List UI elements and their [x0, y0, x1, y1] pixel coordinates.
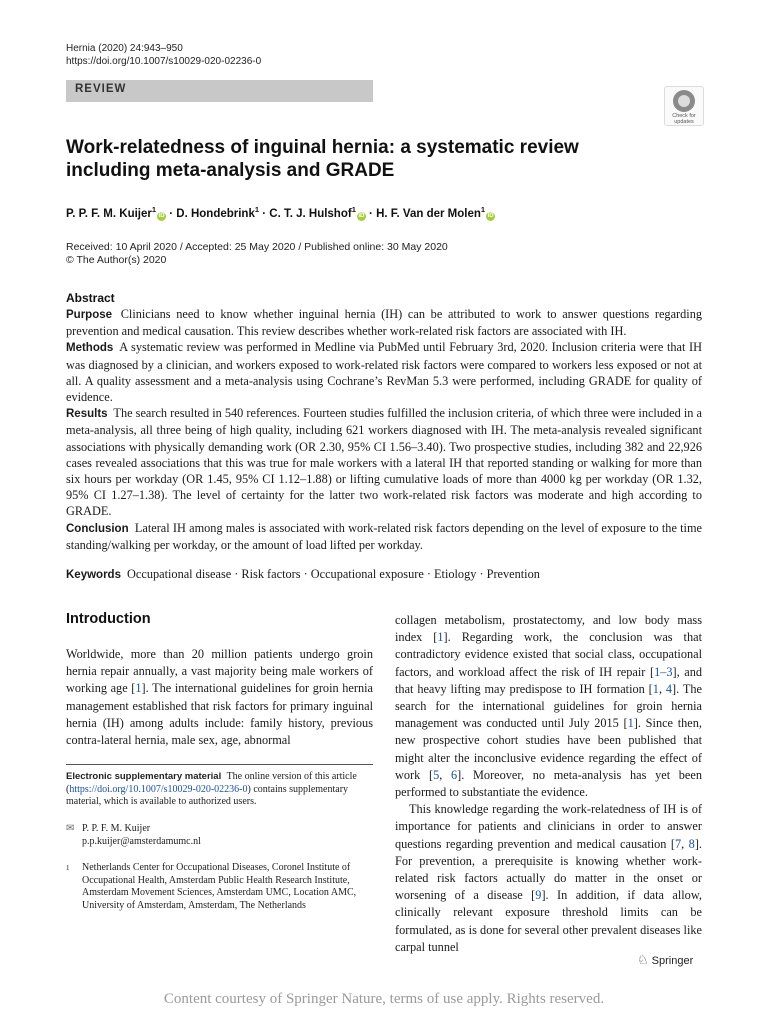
abstract-section-text: The search resulted in 540 references. Fourteen studies fulfilled the inclusion criteria, of which three were included in a meta-analysis, all three being of high quality, including 621 workers diagnosed with IH. The meta-analysis revealed significant associations with physically demanding work (OR 2.30, 95% CI 1.56–3.40). Two prospective studies, including 382 and 22,926 cases revealed associations that this was true for male workers with a lateral IH that reported standing or walking for more than six hours per workday (OR 1.45, 95% CI 1.12–1.88) or lifting cumulative loads of more than 4000 kg per workday (OR 1.32, 95% CI 1.27–1.38). The level of certainty for the latter two work-related risk factors was moderate and high according to GRADE.	[66, 406, 702, 519]
publisher-name: Springer	[651, 955, 694, 967]
intro-paragraph	[395, 612, 702, 801]
introduction-heading: Introduction	[66, 611, 151, 627]
paragraph-text: ,	[439, 767, 451, 782]
check-updates-icon	[673, 90, 695, 112]
author-list	[66, 202, 495, 222]
paragraph-text: ]. Since then, new prospective cohort studies have been published that might alter the inconclusive evidence regarding the effect of work [	[395, 716, 702, 782]
keywords-text: Occupational disease · Risk factors · Occupational exposure · Etiology · Prevention	[127, 567, 540, 581]
author-separator: ·	[166, 207, 177, 220]
author-separator: ·	[259, 207, 270, 220]
footnote-divider	[66, 764, 373, 765]
paragraph-text: ]. The search for the international guidelines for groin hernia management was conducted until July 2015 [	[395, 681, 702, 731]
publisher-mark	[637, 952, 693, 968]
intro-left-column	[66, 646, 373, 749]
citation-link[interactable]: 1	[437, 630, 444, 645]
abstract-section-text: Clinicians need to know whether inguinal hernia (IH) can be attributed to work to answer questions regarding prevention and medical causation. This review describes whether work-related risk factors are associated with IH.	[66, 307, 702, 339]
author-name: H. F. Van der Molen	[376, 207, 481, 220]
esm-label: Electronic supplementary material	[66, 771, 222, 782]
abstract-section	[66, 306, 702, 339]
contact-email[interactable]: p.p.kuijer@amsterdamumc.nl	[82, 835, 201, 847]
citation-link[interactable]: 7	[675, 836, 682, 851]
citation-link[interactable]: 1	[652, 681, 659, 696]
check-updates-label: Check for updates	[672, 113, 696, 125]
abstract-section-label: Methods	[66, 342, 114, 355]
courtesy-notice: Content courtesy of Springer Nature, terms of use apply. Rights reserved.	[163, 991, 605, 1007]
section-label: REVIEW	[75, 83, 127, 95]
paragraph-text: ]. Moreover, no meta-analysis has yet been performed to substantiate the evidence.	[395, 767, 702, 800]
citation-link[interactable]: 1	[135, 681, 142, 696]
paragraph-text: ]. Regarding work, the conclusion was that contradictory evidence existed that social class, occupational factors, and workload affect the risk of IH repair [	[395, 630, 702, 679]
author-separator: ·	[365, 207, 377, 220]
esm-link[interactable]: https://doi.org/10.1007/s10029-020-02236-0	[69, 783, 248, 795]
abstract-section-label: Purpose	[66, 309, 113, 321]
contact-name: P. P. F. M. Kuijer	[82, 823, 151, 834]
affiliation	[66, 862, 366, 912]
springer-horse-icon: ♘	[637, 952, 649, 967]
copyright-line: © The Author(s) 2020	[66, 254, 167, 266]
keywords	[66, 566, 702, 583]
citation-link[interactable]: 4	[665, 681, 673, 696]
affiliation-number: 1	[66, 864, 70, 872]
abstract-section-label: Results	[66, 408, 108, 421]
citation-link[interactable]: 8	[688, 836, 695, 851]
author-name: C. T. J. Hulshof	[269, 207, 352, 220]
abstract-section-text: Lateral IH among males is associated with work-related risk factors depending on the level of exposure to the time standing/walking per workday, or the amount of load lifted per workday.	[66, 520, 702, 552]
abstract-section-label: Conclusion	[66, 522, 129, 535]
abstract-section	[66, 405, 702, 519]
dates-line: Received: 10 April 2020 / Accepted: 25 May 2020 / Published online: 30 May 2020	[66, 241, 448, 253]
orcid-icon[interactable]: iD	[158, 212, 165, 219]
paragraph-text: ,	[658, 681, 666, 696]
doi-line[interactable]: https://doi.org/10.1007/s10029-020-02236-0	[66, 56, 262, 67]
paragraph-text: ,	[681, 836, 689, 851]
paragraph-text: ]. The international guidelines for groin hernia management established that risk factors for primary inguinal hernia (IH) among adults include: family history, previous contra-lateral hernia, male sex, age, abnormal	[66, 681, 373, 748]
abstract-section	[66, 339, 702, 405]
orcid-icon[interactable]: iD	[358, 212, 365, 219]
keywords-label: Keywords	[66, 569, 121, 581]
paragraph-text: This knowledge regarding the work-relatedness of IH is of importance for patients and clinicians in order to answer questions regarding prevention and medical causation [	[395, 802, 702, 851]
citation-link[interactable]: 5	[433, 767, 440, 782]
orcid-icon[interactable]: iD	[487, 212, 494, 219]
intro-paragraph	[395, 801, 702, 956]
author-affiliation-mark: 1	[254, 205, 260, 214]
citation-link[interactable]: 9	[535, 888, 542, 903]
check-for-updates-badge[interactable]	[664, 86, 704, 126]
intro-paragraph	[66, 646, 373, 749]
paragraph-text: Worldwide, more than 20 million patients undergo groin hernia repair annually, a vast majority being male workers of working age [	[66, 647, 373, 696]
author-name: D. Hondebrink	[176, 207, 255, 220]
affiliation-text: Netherlands Center for Occupational Diseases, Coronel Institute of Occupational Health, Amsterdam Public Health Research Institute, Amsterdam Movement Sciences, Amsterdam UMC, Location AMC, University of Amsterdam, Amsterdam, The Netherlands	[82, 862, 357, 911]
author-affiliation-mark: 1	[351, 205, 356, 214]
corresponding-author	[66, 823, 366, 848]
paragraph-text: ]. In addition, if data allow, clinically relevant exposure threshold limits can be formulated, as is done for several other prevalent diseases like carpal tunnel	[395, 888, 702, 954]
esm-text: ) contains supplementary material, which is available to authorized users.	[66, 783, 349, 808]
publication-dates	[66, 241, 448, 267]
journal-citation: Hernia (2020) 24:943–950	[66, 43, 183, 54]
citation-link[interactable]: 6	[450, 767, 458, 782]
paragraph-text: ], and that heavy lifting may predispose to IH formation [	[395, 664, 703, 696]
author-affiliation-mark: 1	[480, 205, 486, 214]
abstract-heading: Abstract	[66, 291, 115, 305]
envelope-icon: ✉	[66, 823, 75, 834]
paragraph-text: collagen metabolism, prostatectomy, and low body mass index [	[395, 613, 702, 645]
abstract-section	[66, 520, 702, 553]
abstract-section-text: A systematic review was performed in Medline via PubMed until February 3rd, 2020. Inclusion criteria were that IH was diagnosed by a clinician, and workers exposed to work-related risk factors were compared to workers less exposed or not at all. A quality assessment and a meta-analysis using Cochrane’s RevMan 5.3 were performed, including GRADE for quality of evidence.	[66, 340, 702, 405]
section-bar	[66, 80, 373, 102]
esm-footnote	[66, 771, 366, 809]
author-affiliation-mark: 1	[151, 205, 157, 214]
intro-right-column	[395, 612, 702, 956]
article-title: Work-relatedness of inguinal hernia: a systematic review including meta-analysis and GRADE	[66, 137, 579, 181]
citation-link[interactable]: 1	[627, 716, 634, 731]
citation-link[interactable]: 1–3	[654, 664, 673, 679]
author-name: P. P. F. M. Kuijer	[66, 207, 152, 220]
abstract-body	[66, 306, 702, 553]
esm-text: The online version of this article (	[66, 771, 357, 795]
paragraph-text: ]. For prevention, a prerequisite is knowing whether work-related risk factors actually do matter in the onset or worsening of a disease [	[395, 836, 702, 903]
